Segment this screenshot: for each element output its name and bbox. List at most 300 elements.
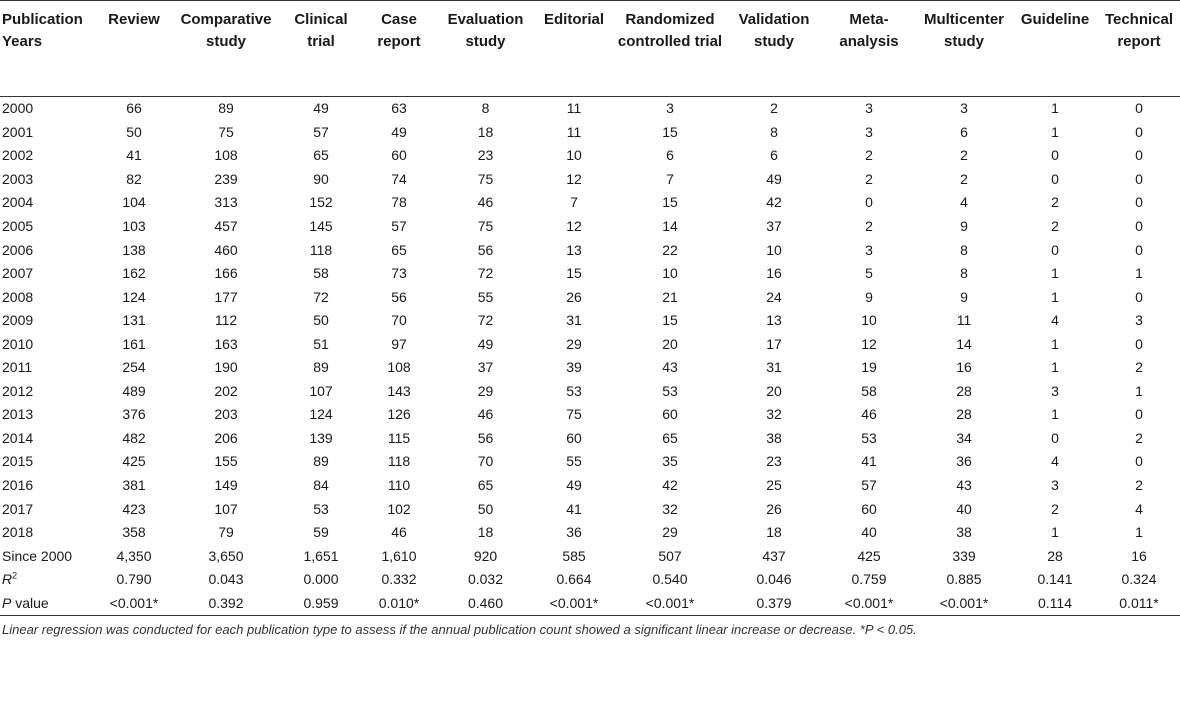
table-cell: 239 — [214, 170, 238, 187]
table-cell: 118 — [309, 241, 333, 258]
table-cell: 46 — [477, 194, 494, 211]
table-cell: 41 — [861, 453, 877, 470]
table-cell: 10 — [861, 312, 877, 329]
table-cell: 0 — [1051, 147, 1059, 164]
table-cell: 358 — [122, 524, 146, 541]
table-cell: 110 — [387, 477, 411, 494]
table-cell: 118 — [387, 453, 411, 470]
row-label — [0, 568, 97, 592]
table-cell: 381 — [122, 477, 146, 494]
table-cell: 16 — [766, 265, 782, 282]
table-cell: 10 — [662, 265, 678, 282]
table-cell: 1 — [1051, 524, 1059, 541]
table-cell: 74 — [391, 170, 407, 187]
table-cell: 102 — [387, 500, 411, 517]
table-cell: 1 — [1135, 382, 1143, 399]
table-cell: 3 — [1051, 477, 1059, 494]
table-cell: 31 — [566, 312, 582, 329]
table-cell: 585 — [562, 547, 586, 564]
table-cell: 36 — [956, 453, 972, 470]
table-cell: 53 — [566, 382, 582, 399]
table-cell: 206 — [214, 429, 238, 446]
table-cell: 425 — [122, 453, 146, 470]
table-cell: 166 — [214, 265, 238, 282]
table-cell: 20 — [662, 335, 678, 352]
table-row — [0, 332, 1180, 356]
table-cell: 50 — [477, 500, 494, 517]
table-row — [0, 262, 1180, 286]
table-cell: 2 — [960, 170, 968, 187]
table-cell: 489 — [122, 382, 146, 399]
table-cell: 75 — [477, 170, 494, 187]
table-cell: 60 — [861, 500, 877, 517]
table-cell: 26 — [766, 500, 782, 517]
table-cell: 66 — [126, 100, 142, 117]
table-cell: 11 — [566, 100, 582, 117]
row-label: 2003 — [2, 170, 34, 187]
table-cell: 57 — [391, 218, 407, 234]
table-cell: 376 — [122, 406, 146, 423]
table-cell: 0.010* — [361, 591, 437, 615]
column-header: Publication Years — [0, 1, 97, 97]
table-cell: 9 — [960, 288, 968, 305]
table-cell: 41 — [566, 500, 582, 517]
row-label: 2002 — [2, 147, 34, 164]
table-row — [0, 474, 1180, 498]
table-cell: 3 — [666, 100, 674, 117]
table-cell: 38 — [956, 524, 972, 541]
row-label: 2016 — [2, 477, 34, 494]
table-cell: 0.332 — [381, 571, 417, 588]
table-cell: 32 — [662, 500, 678, 517]
table-cell: 2 — [770, 100, 778, 117]
table-row — [0, 191, 1180, 215]
table-cell: 0.379 — [726, 591, 822, 615]
row-label: 2010 — [2, 335, 34, 352]
table-cell: 104 — [122, 194, 146, 211]
table-cell: 14 — [956, 335, 972, 352]
table-cell: 0.046 — [756, 571, 792, 588]
table-cell: 42 — [766, 194, 782, 211]
r-squared-superscript: 2 — [12, 570, 18, 581]
table-cell: 177 — [214, 288, 238, 305]
table-cell: 103 — [122, 218, 146, 234]
table-row — [0, 309, 1180, 333]
table-cell: 254 — [122, 359, 146, 376]
table-cell: 1 — [1051, 100, 1059, 117]
table-cell: 19 — [861, 359, 877, 376]
table-cell: 4,350 — [116, 547, 152, 564]
table-cell: 138 — [122, 241, 146, 258]
table-cell: 7 — [666, 170, 674, 187]
table-cell: 56 — [477, 241, 494, 258]
table-cell: 482 — [122, 429, 146, 446]
table-cell: 2 — [865, 147, 873, 164]
table-cell: 72 — [313, 288, 329, 305]
table-cell: 4 — [1051, 453, 1059, 470]
table-cell: 49 — [566, 477, 582, 494]
table-row — [0, 285, 1180, 309]
table-row — [0, 144, 1180, 168]
table-cell: 1 — [1135, 524, 1143, 541]
table-cell: 43 — [956, 477, 972, 494]
table-cell: 131 — [122, 312, 146, 329]
table-cell: 0.141 — [1037, 571, 1073, 588]
table-cell: 1 — [1051, 265, 1059, 282]
table-cell: <0.001* — [97, 591, 171, 615]
table-cell: 2 — [1135, 477, 1143, 494]
table-cell: 15 — [662, 312, 678, 329]
table-cell: 5 — [865, 265, 873, 282]
table-cell: 79 — [218, 524, 234, 541]
table-cell: 60 — [391, 147, 407, 164]
table-cell: 161 — [122, 335, 146, 352]
table-cell: 152 — [309, 194, 333, 211]
table-cell: 35 — [662, 453, 678, 470]
table-cell: 29 — [566, 335, 582, 352]
table-cell: 3 — [1135, 312, 1143, 329]
table-cell: <0.001* — [534, 591, 614, 615]
table-row — [0, 168, 1180, 192]
table-cell: 23 — [477, 147, 494, 164]
table-cell: <0.001* — [916, 591, 1012, 615]
table-cell: 72 — [477, 265, 494, 282]
table-cell: 115 — [387, 429, 411, 446]
table-cell: 0 — [865, 194, 873, 211]
table-cell: 29 — [477, 382, 494, 399]
table-cell: 190 — [214, 359, 238, 376]
p-label-rest: value — [11, 594, 49, 611]
table-cell: 0.540 — [652, 571, 688, 588]
table-cell: 0 — [1135, 194, 1143, 211]
table-cell: 49 — [766, 170, 782, 187]
table-cell: 0 — [1051, 429, 1059, 446]
table-cell: 70 — [477, 453, 494, 470]
row-label: 2018 — [2, 524, 34, 541]
table-cell: 2 — [865, 218, 873, 234]
table-cell: 8 — [481, 100, 490, 117]
header-row — [0, 1, 1180, 97]
table-cell: 6 — [666, 147, 674, 164]
table-cell: 507 — [658, 547, 682, 564]
table-cell: 423 — [122, 500, 146, 517]
table-cell: 55 — [566, 453, 582, 470]
table-cell: 50 — [313, 312, 329, 329]
column-header: Randomized controlled trial — [614, 1, 726, 97]
column-header: Meta-analysis — [822, 1, 916, 97]
table-cell: 18 — [766, 524, 782, 541]
table-cell: 6 — [960, 123, 968, 140]
table-cell: 57 — [313, 123, 329, 140]
table-cell: 108 — [387, 359, 411, 376]
row-label: 2012 — [2, 382, 34, 399]
table-cell: 40 — [861, 524, 877, 541]
table-cell: 1 — [1051, 123, 1059, 140]
row-label: 2004 — [2, 194, 34, 211]
table-cell: 8 — [770, 123, 778, 140]
table-cell: 0.392 — [171, 591, 281, 615]
table-cell: 0 — [1135, 147, 1143, 164]
table-cell: 15 — [662, 194, 678, 211]
table-body — [0, 97, 1180, 616]
table-cell: 11 — [566, 123, 582, 140]
table-cell: 0 — [1135, 241, 1143, 258]
table-row — [0, 450, 1180, 474]
table-cell: 49 — [391, 123, 407, 140]
table-cell: 313 — [214, 194, 238, 211]
table-cell: 4 — [1135, 500, 1143, 517]
table-cell: 41 — [126, 147, 142, 164]
table-cell: 18 — [477, 123, 494, 140]
table-row — [0, 403, 1180, 427]
table-cell: 155 — [214, 453, 238, 470]
table-cell: 56 — [477, 429, 494, 446]
table-cell: 124 — [309, 406, 333, 423]
table-cell: 0 — [1135, 218, 1143, 234]
table-cell: 0 — [1135, 453, 1143, 470]
table-cell: 0.043 — [208, 571, 244, 588]
row-label: 2011 — [2, 359, 33, 376]
table-cell: 2 — [1135, 359, 1143, 376]
table-cell: 26 — [566, 288, 582, 305]
table-cell: 4 — [1051, 312, 1059, 329]
table-cell: 34 — [956, 429, 972, 446]
table-row — [0, 238, 1180, 262]
table-cell: 89 — [218, 100, 234, 117]
row-label: 2005 — [2, 218, 34, 234]
table-cell: 90 — [313, 170, 329, 187]
table-cell: 0.000 — [303, 571, 339, 588]
table-cell: 84 — [313, 477, 329, 494]
r-squared-row — [0, 568, 1180, 592]
table-cell: 75 — [477, 218, 494, 234]
table-cell: 50 — [126, 123, 142, 140]
column-header: Comparative study — [171, 1, 281, 97]
table-cell: 1,651 — [303, 547, 339, 564]
table-row — [0, 356, 1180, 380]
table-cell: 18 — [477, 524, 494, 541]
table-cell: 63 — [391, 100, 407, 117]
table-cell: 22 — [662, 241, 678, 258]
column-header: Clinical trial — [281, 1, 361, 97]
table-cell: 0.759 — [851, 571, 887, 588]
table-cell: 58 — [861, 382, 877, 399]
table-cell: 57 — [861, 477, 877, 494]
table-cell: 10 — [766, 241, 782, 258]
table-cell: 920 — [473, 547, 498, 564]
table-cell: 13 — [766, 312, 782, 329]
row-label: Since 2000 — [2, 547, 73, 564]
table-cell: 0.114 — [1012, 591, 1098, 615]
table-cell: <0.001* — [822, 591, 916, 615]
table-cell: 10 — [566, 147, 582, 164]
table-cell: 3 — [865, 241, 873, 258]
table-cell: 11 — [956, 312, 972, 329]
table-cell: 65 — [662, 429, 678, 446]
table-cell: 23 — [766, 453, 782, 470]
table-cell: 0.011* — [1098, 591, 1180, 615]
table-cell: 29 — [662, 524, 678, 541]
table-row — [0, 427, 1180, 451]
row-label: 2007 — [2, 265, 34, 282]
table-cell: 32 — [766, 406, 782, 423]
table-cell: 12 — [566, 218, 582, 234]
row-label: 2001 — [2, 123, 34, 140]
table-cell: 1 — [1051, 406, 1059, 423]
table-cell: 59 — [313, 524, 329, 541]
table-cell: 28 — [956, 406, 972, 423]
table-cell: 89 — [313, 453, 329, 470]
table-row — [0, 121, 1180, 145]
column-header: Validation study — [726, 1, 822, 97]
column-header: Editorial — [534, 1, 614, 97]
table-cell: 162 — [122, 265, 146, 282]
table-cell: 1 — [1135, 265, 1143, 282]
table-cell: 73 — [391, 265, 407, 282]
table-cell: 124 — [122, 288, 146, 305]
table-cell: 202 — [214, 382, 238, 399]
table-cell: 9 — [960, 218, 968, 234]
r-squared-label: R — [2, 571, 13, 588]
table-cell: 51 — [313, 335, 329, 352]
column-header: Case report — [361, 1, 437, 97]
table-cell: 460 — [214, 241, 238, 258]
table-cell: 60 — [662, 406, 678, 423]
table-cell: 25 — [766, 477, 782, 494]
table-cell: 163 — [214, 335, 238, 352]
row-label: 2006 — [2, 241, 34, 258]
table-cell: 75 — [566, 406, 582, 423]
table-cell: 2 — [960, 147, 968, 164]
table-cell: 1,610 — [381, 547, 417, 564]
table-cell: 37 — [766, 218, 782, 234]
table-cell: 425 — [857, 547, 881, 564]
table-cell: 20 — [766, 382, 782, 399]
table-cell: 97 — [391, 335, 407, 352]
table-cell: 56 — [391, 288, 407, 305]
table-cell: 39 — [566, 359, 582, 376]
table-row — [0, 497, 1180, 521]
row-label: 2013 — [2, 406, 34, 423]
table-cell: 112 — [214, 312, 238, 329]
table-cell: 0.032 — [467, 571, 504, 588]
table-cell: 60 — [566, 429, 582, 446]
table-cell: 139 — [309, 429, 333, 446]
table-row — [0, 380, 1180, 404]
table-cell: 457 — [214, 218, 238, 234]
table-cell: 28 — [956, 382, 972, 399]
table-cell: 145 — [309, 218, 333, 234]
table-cell: 0 — [1051, 241, 1059, 258]
table-cell: 8 — [960, 265, 968, 282]
table-row — [0, 97, 1180, 121]
table-cell: 75 — [218, 123, 234, 140]
table-cell: 89 — [313, 359, 329, 376]
table-cell: <0.001* — [614, 591, 726, 615]
table-cell: 0.460 — [437, 591, 534, 615]
table-cell: 65 — [477, 477, 494, 494]
table-cell: 0.664 — [556, 571, 592, 588]
table-cell: 143 — [387, 382, 411, 399]
table-cell: 78 — [391, 194, 407, 211]
table-cell: 0.959 — [281, 591, 361, 615]
table-cell: 12 — [861, 335, 877, 352]
table-cell: 1 — [1051, 288, 1059, 305]
table-row — [0, 215, 1180, 239]
column-header: Multicenter study — [916, 1, 1012, 97]
table-cell: 36 — [566, 524, 582, 541]
table-cell: 65 — [313, 147, 329, 164]
table-cell: 2 — [1051, 218, 1059, 234]
table-cell: 3 — [1051, 382, 1059, 399]
table-cell: 72 — [477, 312, 494, 329]
row-label: 2015 — [2, 453, 34, 470]
table-cell: 37 — [477, 359, 494, 376]
table-cell: 0 — [1135, 406, 1143, 423]
table-cell: 0.790 — [116, 571, 152, 588]
row-label: 2017 — [2, 500, 34, 517]
row-label — [0, 591, 97, 615]
column-header: Review — [97, 1, 171, 97]
table-cell: 31 — [766, 359, 782, 376]
table-cell: 24 — [766, 288, 782, 305]
table-cell: 2 — [1135, 429, 1143, 446]
table-cell: 42 — [662, 477, 678, 494]
table-cell: 3 — [865, 123, 873, 140]
table-cell: 107 — [309, 382, 333, 399]
table-cell: 107 — [214, 500, 238, 517]
footnote: Linear regression was conducted for each publication type to assess if the annual publication count showed a significant linear increase or decrease. *P < 0.05. — [2, 622, 917, 638]
table-cell: 46 — [391, 524, 407, 541]
table-cell: 15 — [566, 265, 582, 282]
table-cell: 53 — [313, 500, 329, 517]
table-cell: 16 — [956, 359, 972, 376]
column-header: Technical report — [1098, 1, 1180, 97]
table-cell: 82 — [126, 170, 142, 187]
row-label: 2000 — [2, 100, 34, 117]
table-cell: 339 — [952, 547, 976, 564]
table-cell: 126 — [387, 406, 411, 423]
table-cell: 38 — [766, 429, 782, 446]
table-cell: 0 — [1135, 335, 1143, 352]
table-cell: 49 — [477, 335, 494, 352]
table-cell: 0 — [1135, 123, 1143, 140]
table-cell: 437 — [762, 547, 786, 564]
table-cell: 2 — [1051, 194, 1059, 211]
table-cell: 3,650 — [208, 547, 244, 564]
table-cell: 65 — [391, 241, 407, 258]
table-cell: 17 — [766, 335, 782, 352]
table-cell: 0 — [1135, 288, 1143, 305]
table-cell: 53 — [861, 429, 877, 446]
table-cell: 53 — [662, 382, 678, 399]
table-cell: 58 — [313, 265, 329, 282]
table-cell: 3 — [865, 100, 873, 117]
column-header: Guideline — [1012, 1, 1098, 97]
row-label: 2008 — [2, 288, 34, 305]
column-header: Evaluation study — [437, 1, 534, 97]
table-cell: 7 — [570, 194, 578, 211]
table-cell: 21 — [662, 288, 678, 305]
p-label: P — [2, 594, 12, 611]
table-cell: 8 — [960, 241, 968, 258]
row-label: 2009 — [2, 312, 34, 329]
table-cell: 1 — [1051, 359, 1059, 376]
table-cell: 14 — [662, 218, 678, 234]
table-cell: 12 — [566, 170, 582, 187]
table-cell: 15 — [662, 123, 678, 140]
table-cell: 46 — [861, 406, 877, 423]
